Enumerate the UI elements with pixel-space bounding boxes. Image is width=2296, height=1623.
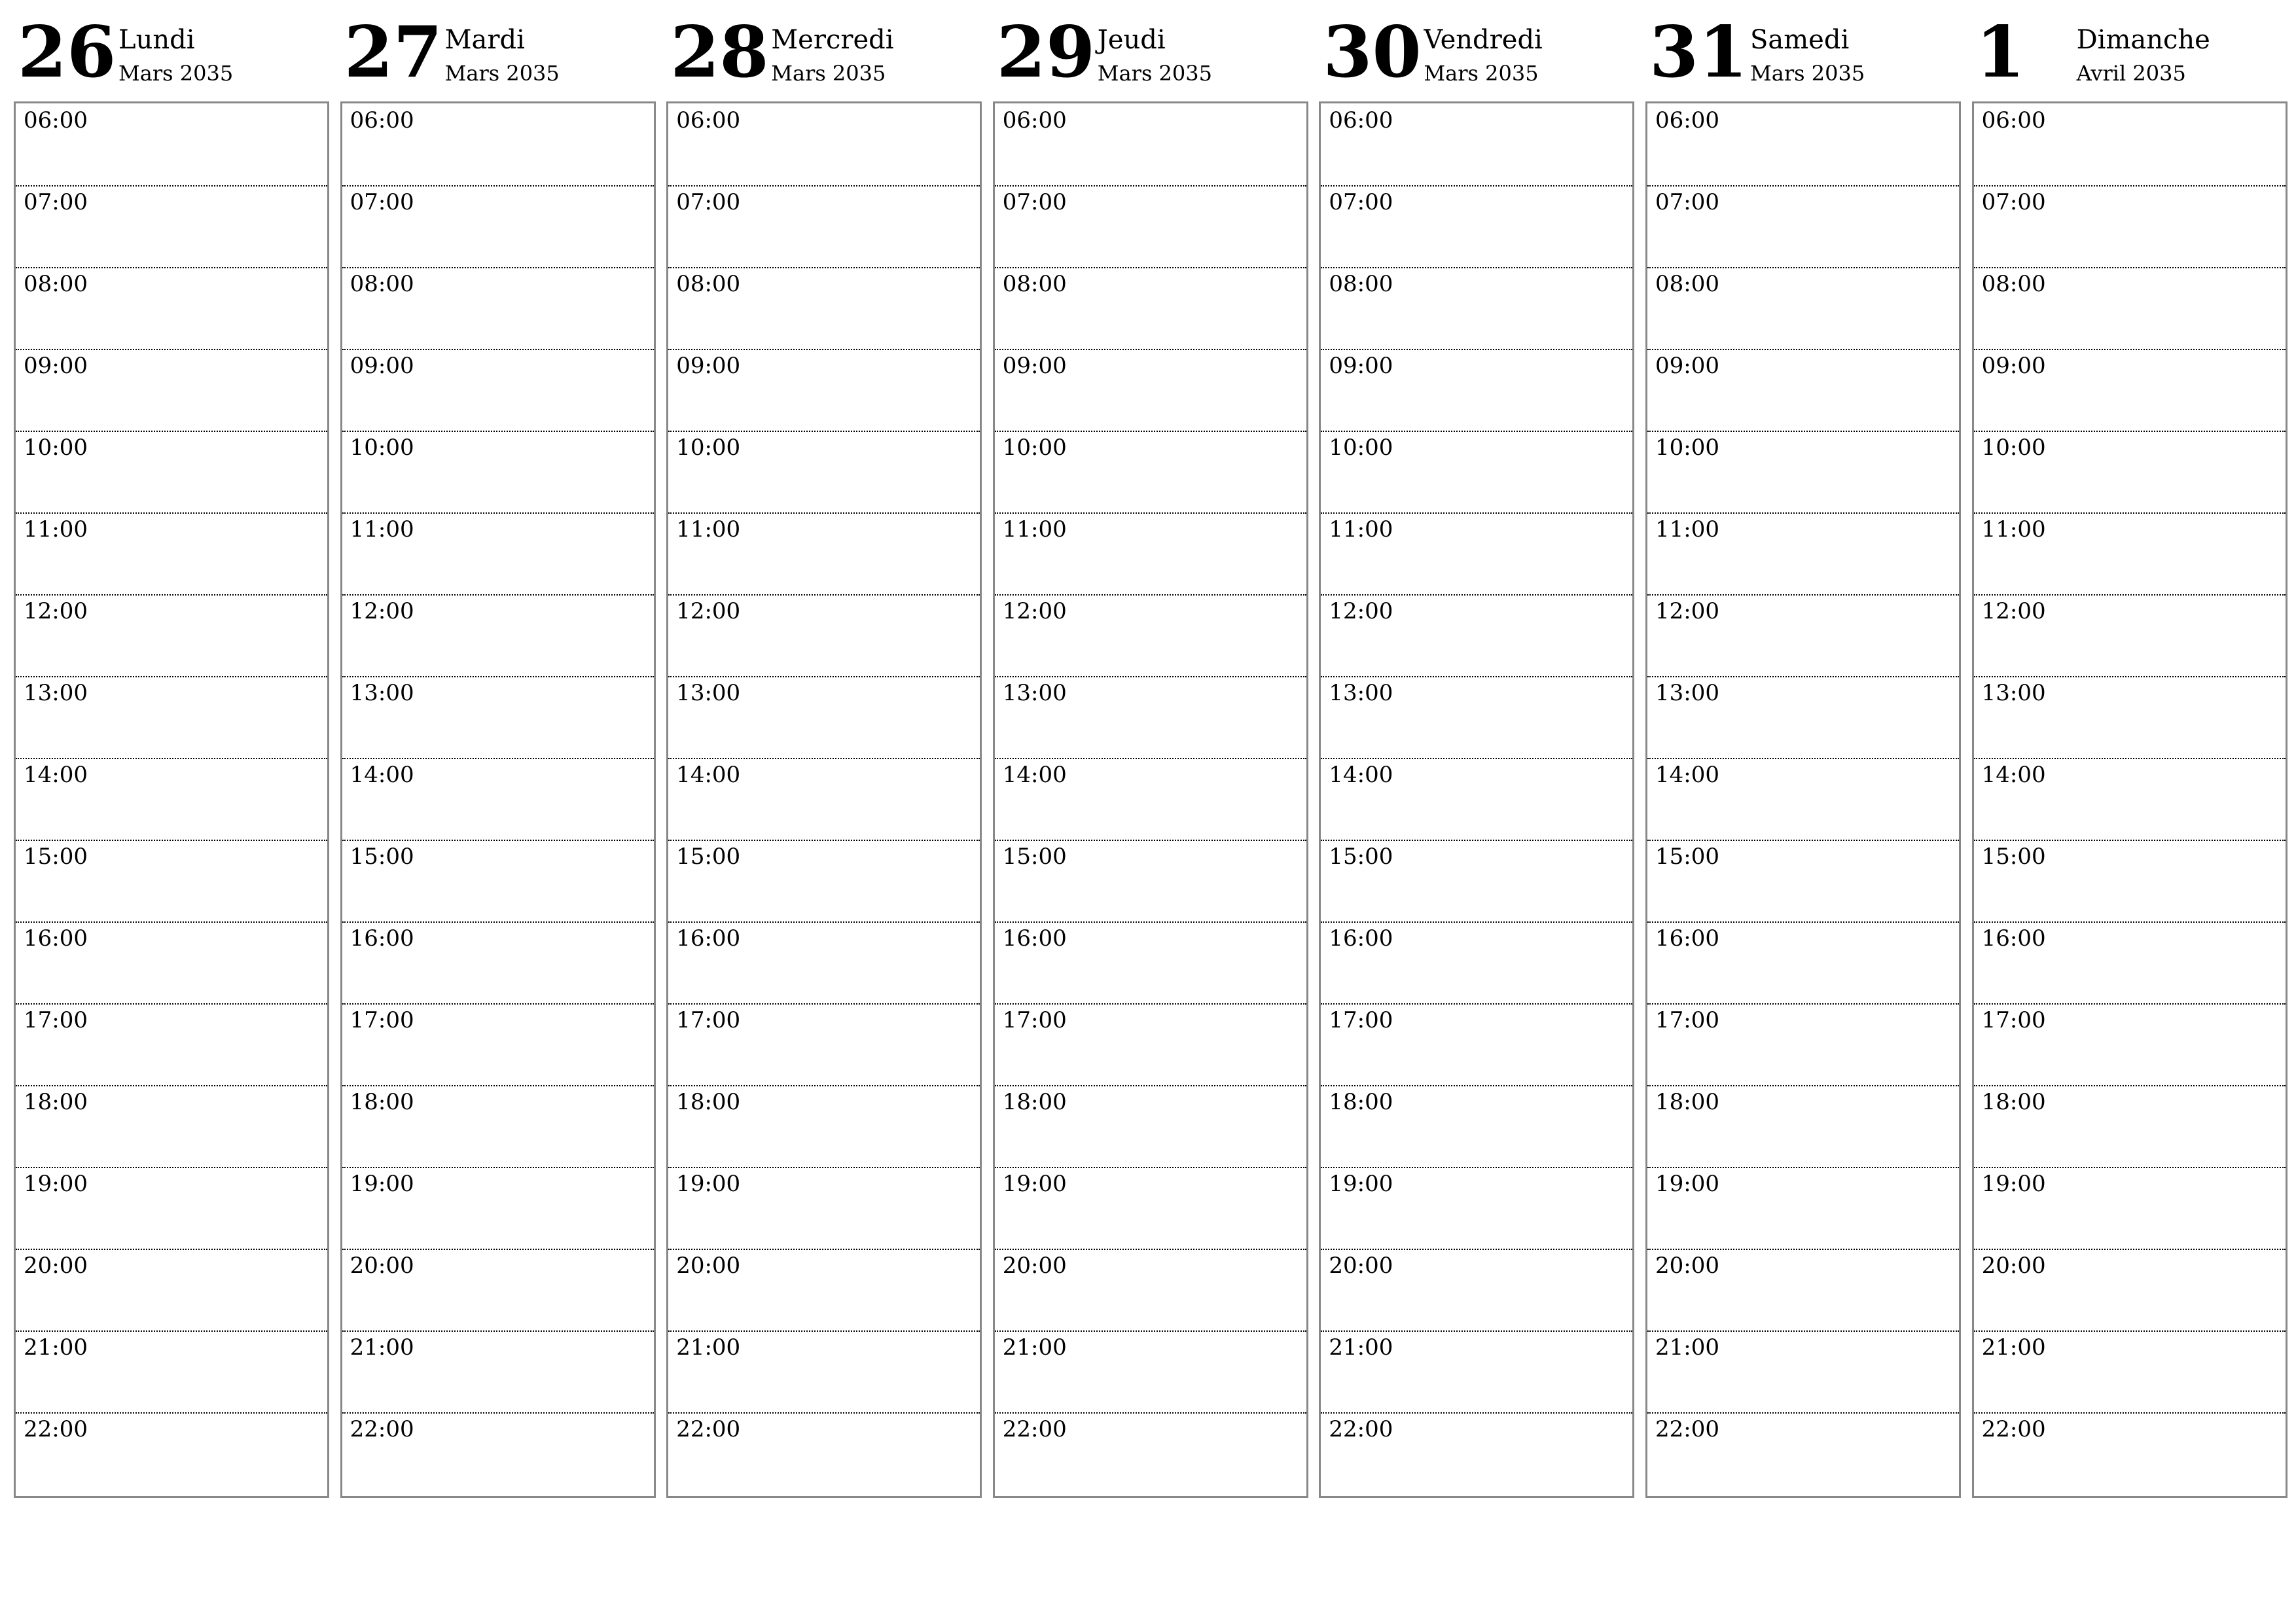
time-slot[interactable] — [995, 1167, 1306, 1250]
time-label: 07:00 — [1655, 189, 1719, 215]
time-label: 10:00 — [1655, 435, 1719, 461]
time-label: 10:00 — [1981, 435, 2046, 461]
time-slot[interactable] — [1974, 349, 2286, 432]
day-name: Lundi — [118, 25, 195, 55]
time-slot[interactable] — [16, 1330, 327, 1414]
time-slot[interactable] — [668, 594, 980, 677]
time-slot[interactable] — [342, 1085, 654, 1168]
time-slot[interactable] — [1647, 103, 1959, 187]
time-slot[interactable] — [16, 594, 327, 677]
time-label: 06:00 — [1981, 107, 2046, 134]
time-slot[interactable] — [342, 921, 654, 1005]
day-name: Mercredi — [771, 25, 894, 55]
day-schedule-box — [14, 101, 329, 1498]
time-slot[interactable] — [342, 1249, 654, 1332]
time-slot[interactable] — [1974, 1085, 2286, 1168]
time-slot[interactable] — [668, 349, 980, 432]
day-name: Mardi — [444, 25, 525, 55]
time-label: 17:00 — [24, 1007, 88, 1033]
time-label: 17:00 — [676, 1007, 741, 1033]
day-name: Vendredi — [1424, 25, 1543, 55]
time-slot[interactable] — [16, 103, 327, 187]
day-number: 1 — [1975, 11, 2025, 94]
time-label: 07:00 — [350, 189, 414, 215]
time-slot[interactable] — [668, 1167, 980, 1250]
time-label: 08:00 — [1655, 271, 1719, 297]
time-label: 06:00 — [676, 107, 741, 134]
time-label: 17:00 — [1981, 1007, 2046, 1033]
time-label: 13:00 — [1002, 680, 1067, 706]
day-number: 27 — [344, 11, 442, 94]
time-slot[interactable] — [995, 921, 1306, 1005]
time-label: 15:00 — [1002, 844, 1067, 870]
time-label: 15:00 — [24, 844, 88, 870]
day-name: Jeudi — [1097, 25, 1166, 55]
time-slot[interactable] — [668, 512, 980, 596]
time-label: 14:00 — [1329, 762, 1393, 788]
time-label: 16:00 — [676, 925, 741, 952]
time-slot[interactable] — [1647, 1167, 1959, 1250]
time-slot[interactable] — [342, 431, 654, 514]
time-label: 08:00 — [350, 271, 414, 297]
time-label: 08:00 — [24, 271, 88, 297]
time-label: 09:00 — [1655, 353, 1719, 379]
time-label: 10:00 — [1002, 435, 1067, 461]
time-slot[interactable] — [16, 349, 327, 432]
time-label: 16:00 — [350, 925, 414, 952]
day-header — [340, 0, 655, 98]
time-slot[interactable] — [995, 349, 1306, 432]
time-slot[interactable] — [1321, 103, 1632, 187]
time-slot[interactable] — [342, 1412, 654, 1494]
time-slot[interactable] — [1974, 1330, 2286, 1414]
time-label: 20:00 — [1002, 1253, 1067, 1279]
time-label: 15:00 — [676, 844, 741, 870]
time-slot[interactable] — [342, 1167, 654, 1250]
time-slot[interactable] — [1321, 676, 1632, 759]
time-label: 13:00 — [1329, 680, 1393, 706]
time-label: 20:00 — [24, 1253, 88, 1279]
time-slot[interactable] — [995, 185, 1306, 268]
time-label: 21:00 — [350, 1334, 414, 1361]
time-label: 11:00 — [350, 516, 414, 543]
time-slot[interactable] — [668, 676, 980, 759]
time-slot[interactable] — [1321, 1085, 1632, 1168]
time-label: 16:00 — [1002, 925, 1067, 952]
day-number: 30 — [1323, 11, 1422, 94]
time-label: 20:00 — [350, 1253, 414, 1279]
time-slot[interactable] — [16, 1249, 327, 1332]
month-year: Mars 2035 — [771, 61, 886, 86]
time-label: 22:00 — [676, 1416, 741, 1442]
time-slot[interactable] — [1321, 594, 1632, 677]
time-label: 19:00 — [1329, 1171, 1393, 1197]
time-label: 11:00 — [1981, 516, 2046, 543]
time-label: 11:00 — [1655, 516, 1719, 543]
time-label: 12:00 — [676, 598, 741, 624]
time-slot[interactable] — [995, 103, 1306, 187]
time-label: 11:00 — [24, 516, 88, 543]
time-slot[interactable] — [1974, 431, 2286, 514]
time-label: 07:00 — [1329, 189, 1393, 215]
time-slot[interactable] — [668, 431, 980, 514]
time-label: 09:00 — [24, 353, 88, 379]
time-label: 19:00 — [24, 1171, 88, 1197]
time-slot[interactable] — [995, 1249, 1306, 1332]
day-header — [14, 0, 328, 98]
time-label: 21:00 — [1981, 1334, 2046, 1361]
time-label: 21:00 — [1002, 1334, 1067, 1361]
time-label: 12:00 — [1002, 598, 1067, 624]
day-header — [1972, 0, 2286, 98]
day-schedule-box — [1645, 101, 1961, 1498]
time-label: 12:00 — [1655, 598, 1719, 624]
time-slot[interactable] — [668, 103, 980, 187]
day-schedule-box — [340, 101, 656, 1498]
time-label: 06:00 — [350, 107, 414, 134]
time-slot[interactable] — [342, 758, 654, 841]
time-label: 15:00 — [1981, 844, 2046, 870]
time-label: 16:00 — [1329, 925, 1393, 952]
time-label: 18:00 — [24, 1089, 88, 1115]
time-slot[interactable] — [1647, 840, 1959, 923]
time-slot[interactable] — [342, 1330, 654, 1414]
time-label: 09:00 — [350, 353, 414, 379]
time-slot[interactable] — [16, 758, 327, 841]
time-slot[interactable] — [995, 1085, 1306, 1168]
time-label: 08:00 — [1002, 271, 1067, 297]
time-slot[interactable] — [1321, 267, 1632, 350]
time-label: 20:00 — [1329, 1253, 1393, 1279]
time-label: 12:00 — [1329, 598, 1393, 624]
time-label: 15:00 — [350, 844, 414, 870]
time-label: 06:00 — [24, 107, 88, 134]
time-slot[interactable] — [342, 267, 654, 350]
day-number: 29 — [996, 11, 1096, 94]
time-label: 07:00 — [676, 189, 741, 215]
time-label: 07:00 — [1002, 189, 1067, 215]
day-number: 28 — [670, 11, 769, 94]
time-slot[interactable] — [995, 676, 1306, 759]
time-label: 11:00 — [676, 516, 741, 543]
day-number: 31 — [1649, 11, 1748, 94]
time-slot[interactable] — [16, 1412, 327, 1494]
day-schedule-box — [666, 101, 982, 1498]
time-slot[interactable] — [995, 1330, 1306, 1414]
time-label: 10:00 — [350, 435, 414, 461]
time-slot[interactable] — [1647, 594, 1959, 677]
day-header — [1645, 0, 1960, 98]
time-label: 07:00 — [24, 189, 88, 215]
time-slot[interactable] — [1974, 594, 2286, 677]
time-label: 12:00 — [1981, 598, 2046, 624]
time-label: 09:00 — [676, 353, 741, 379]
time-slot[interactable] — [16, 1003, 327, 1086]
time-slot[interactable] — [16, 512, 327, 596]
time-slot[interactable] — [1321, 185, 1632, 268]
time-label: 13:00 — [24, 680, 88, 706]
time-slot[interactable] — [1974, 840, 2286, 923]
time-label: 16:00 — [1981, 925, 2046, 952]
time-slot[interactable] — [1647, 1003, 1959, 1086]
time-label: 18:00 — [1329, 1089, 1393, 1115]
time-slot[interactable] — [1647, 431, 1959, 514]
time-slot[interactable] — [1321, 840, 1632, 923]
day-schedule-box — [1319, 101, 1634, 1498]
time-slot[interactable] — [16, 185, 327, 268]
time-slot[interactable] — [1974, 512, 2286, 596]
time-label: 14:00 — [1002, 762, 1067, 788]
day-header — [666, 0, 980, 98]
time-label: 11:00 — [1002, 516, 1067, 543]
month-year: Mars 2035 — [1750, 61, 1865, 86]
time-slot[interactable] — [1321, 1249, 1632, 1332]
time-slot[interactable] — [1647, 758, 1959, 841]
time-label: 17:00 — [1002, 1007, 1067, 1033]
time-label: 16:00 — [1655, 925, 1719, 952]
time-slot[interactable] — [995, 758, 1306, 841]
time-slot[interactable] — [668, 758, 980, 841]
time-slot[interactable] — [1974, 185, 2286, 268]
time-slot[interactable] — [16, 921, 327, 1005]
time-label: 22:00 — [24, 1416, 88, 1442]
time-label: 19:00 — [1002, 1171, 1067, 1197]
time-label: 09:00 — [1981, 353, 2046, 379]
time-label: 18:00 — [1655, 1089, 1719, 1115]
time-slot[interactable] — [342, 349, 654, 432]
time-label: 08:00 — [676, 271, 741, 297]
time-slot[interactable] — [1321, 1167, 1632, 1250]
time-label: 17:00 — [1655, 1007, 1719, 1033]
time-slot[interactable] — [1647, 1249, 1959, 1332]
time-slot[interactable] — [1974, 921, 2286, 1005]
time-label: 17:00 — [1329, 1007, 1393, 1033]
time-slot[interactable] — [1321, 431, 1632, 514]
day-header — [1319, 0, 1633, 98]
time-slot[interactable] — [668, 1085, 980, 1168]
month-year: Avril 2035 — [2076, 61, 2186, 86]
time-label: 22:00 — [1981, 1416, 2046, 1442]
time-slot[interactable] — [995, 1412, 1306, 1494]
day-header — [993, 0, 1307, 98]
time-slot[interactable] — [342, 1003, 654, 1086]
day-schedule-box — [1972, 101, 2287, 1498]
time-slot[interactable] — [1321, 921, 1632, 1005]
time-slot[interactable] — [1647, 349, 1959, 432]
time-slot[interactable] — [1974, 758, 2286, 841]
day-number: 26 — [18, 11, 117, 94]
time-slot[interactable] — [16, 676, 327, 759]
time-label: 14:00 — [1655, 762, 1719, 788]
time-label: 20:00 — [676, 1253, 741, 1279]
time-slot[interactable] — [16, 1167, 327, 1250]
time-slot[interactable] — [668, 267, 980, 350]
time-slot[interactable] — [1647, 921, 1959, 1005]
time-label: 09:00 — [1329, 353, 1393, 379]
time-slot[interactable] — [668, 921, 980, 1005]
time-label: 10:00 — [24, 435, 88, 461]
time-label: 22:00 — [1329, 1416, 1393, 1442]
time-label: 18:00 — [1981, 1089, 2046, 1115]
time-slot[interactable] — [1647, 1085, 1959, 1168]
time-slot[interactable] — [342, 103, 654, 187]
time-label: 13:00 — [1981, 680, 2046, 706]
time-slot[interactable] — [668, 1003, 980, 1086]
time-label: 18:00 — [676, 1089, 741, 1115]
time-label: 20:00 — [1655, 1253, 1719, 1279]
time-label: 21:00 — [1655, 1334, 1719, 1361]
time-slot[interactable] — [1321, 512, 1632, 596]
time-label: 11:00 — [1329, 516, 1393, 543]
month-year: Mars 2035 — [444, 61, 560, 86]
time-label: 10:00 — [676, 435, 741, 461]
time-slot[interactable] — [668, 1412, 980, 1494]
time-label: 13:00 — [676, 680, 741, 706]
time-label: 14:00 — [1981, 762, 2046, 788]
time-label: 12:00 — [350, 598, 414, 624]
time-slot[interactable] — [995, 1003, 1306, 1086]
time-slot[interactable] — [1321, 1412, 1632, 1494]
time-slot[interactable] — [1321, 1003, 1632, 1086]
time-slot[interactable] — [995, 840, 1306, 923]
time-slot[interactable] — [1647, 267, 1959, 350]
time-label: 06:00 — [1655, 107, 1719, 134]
time-label: 22:00 — [1002, 1416, 1067, 1442]
time-slot[interactable] — [1974, 1249, 2286, 1332]
day-name: Dimanche — [2076, 25, 2210, 55]
time-label: 17:00 — [350, 1007, 414, 1033]
time-label: 21:00 — [1329, 1334, 1393, 1361]
time-slot[interactable] — [1974, 1412, 2286, 1494]
time-slot[interactable] — [16, 1085, 327, 1168]
time-slot[interactable] — [1321, 1330, 1632, 1414]
time-label: 21:00 — [676, 1334, 741, 1361]
time-slot[interactable] — [1321, 349, 1632, 432]
time-label: 10:00 — [1329, 435, 1393, 461]
time-slot[interactable] — [668, 840, 980, 923]
time-label: 14:00 — [350, 762, 414, 788]
time-label: 12:00 — [24, 598, 88, 624]
time-label: 15:00 — [1329, 844, 1393, 870]
time-slot[interactable] — [1321, 758, 1632, 841]
time-slot[interactable] — [16, 431, 327, 514]
time-slot[interactable] — [1647, 676, 1959, 759]
time-label: 16:00 — [24, 925, 88, 952]
month-year: Mars 2035 — [118, 61, 234, 86]
day-schedule-box — [993, 101, 1308, 1498]
time-slot[interactable] — [1974, 1003, 2286, 1086]
time-slot[interactable] — [342, 185, 654, 268]
time-label: 14:00 — [24, 762, 88, 788]
month-year: Mars 2035 — [1097, 61, 1212, 86]
time-label: 13:00 — [350, 680, 414, 706]
time-label: 22:00 — [350, 1416, 414, 1442]
time-label: 07:00 — [1981, 189, 2046, 215]
time-label: 08:00 — [1981, 271, 2046, 297]
time-label: 19:00 — [1655, 1171, 1719, 1197]
time-label: 19:00 — [1981, 1171, 2046, 1197]
time-slot[interactable] — [16, 840, 327, 923]
time-slot[interactable] — [668, 1330, 980, 1414]
time-label: 20:00 — [1981, 1253, 2046, 1279]
time-slot[interactable] — [668, 185, 980, 268]
time-label: 06:00 — [1002, 107, 1067, 134]
time-label: 13:00 — [1655, 680, 1719, 706]
time-slot[interactable] — [995, 267, 1306, 350]
time-slot[interactable] — [668, 1249, 980, 1332]
time-slot[interactable] — [342, 512, 654, 596]
time-slot[interactable] — [1974, 267, 2286, 350]
time-label: 22:00 — [1655, 1416, 1719, 1442]
time-slot[interactable] — [1647, 185, 1959, 268]
time-slot[interactable] — [1974, 676, 2286, 759]
time-slot[interactable] — [342, 594, 654, 677]
month-year: Mars 2035 — [1424, 61, 1539, 86]
time-slot[interactable] — [1647, 1330, 1959, 1414]
time-label: 14:00 — [676, 762, 741, 788]
time-slot[interactable] — [16, 267, 327, 350]
time-label: 06:00 — [1329, 107, 1393, 134]
time-label: 08:00 — [1329, 271, 1393, 297]
time-slot[interactable] — [342, 840, 654, 923]
time-label: 19:00 — [350, 1171, 414, 1197]
time-slot[interactable] — [1974, 103, 2286, 187]
time-label: 18:00 — [350, 1089, 414, 1115]
time-slot[interactable] — [1647, 512, 1959, 596]
time-slot[interactable] — [1647, 1412, 1959, 1494]
time-slot[interactable] — [1974, 1167, 2286, 1250]
time-label: 19:00 — [676, 1171, 741, 1197]
time-label: 09:00 — [1002, 353, 1067, 379]
time-label: 15:00 — [1655, 844, 1719, 870]
time-label: 21:00 — [24, 1334, 88, 1361]
time-slot[interactable] — [995, 594, 1306, 677]
time-label: 18:00 — [1002, 1089, 1067, 1115]
time-slot[interactable] — [995, 512, 1306, 596]
time-slot[interactable] — [995, 431, 1306, 514]
day-name: Samedi — [1750, 25, 1850, 55]
time-slot[interactable] — [342, 676, 654, 759]
